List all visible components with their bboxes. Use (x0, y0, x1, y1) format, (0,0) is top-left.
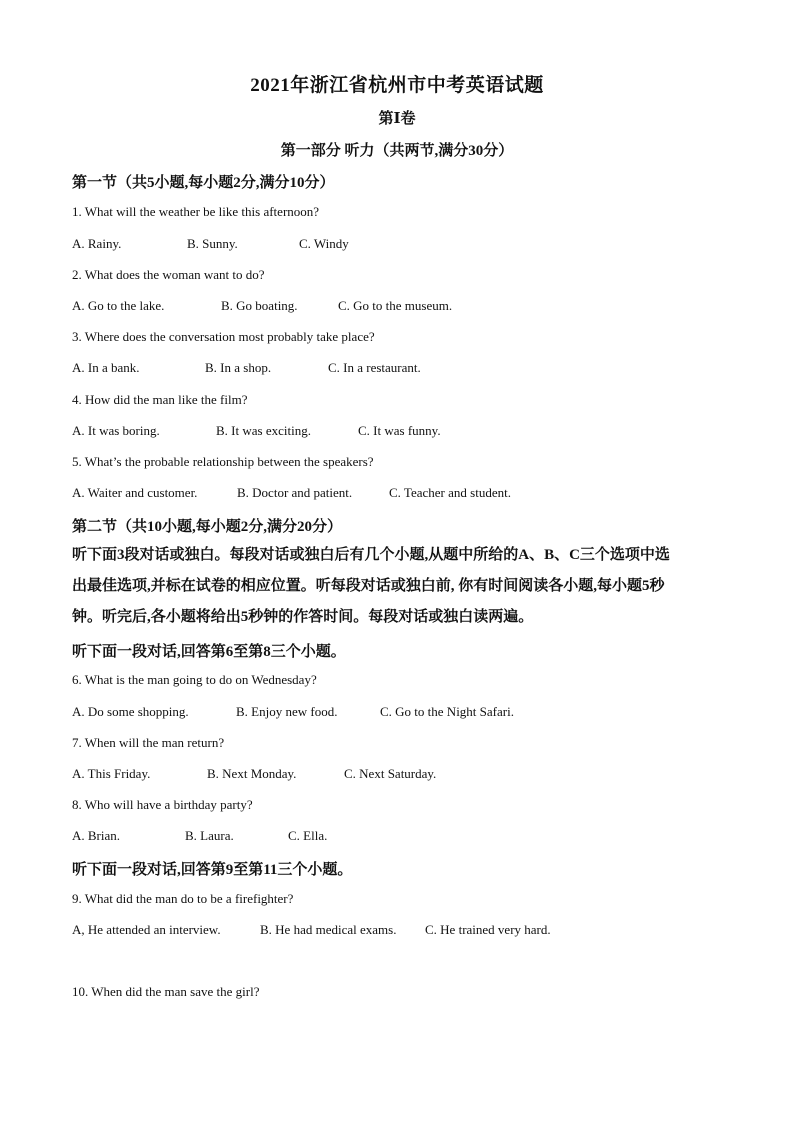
option-b: B. Go boating. (221, 298, 298, 313)
volume-heading: 第Ⅰ卷 (378, 111, 416, 127)
group1-instruction: 听下面一段对话,回答第6至第8三个小题。 (72, 644, 346, 660)
section2-instructions (72, 540, 728, 633)
question-7: 7. When will the man return? (72, 735, 225, 750)
option-b: B. Sunny. (187, 236, 238, 251)
page-title: 2021年浙江省杭州市中考英语试题 (250, 75, 544, 96)
option-c: C. Go to the museum. (338, 298, 453, 313)
option-c: C. Teacher and student. (389, 485, 511, 500)
question-2: 2. What does the woman want to do? (72, 267, 265, 282)
question-8: 8. Who will have a birthday party? (72, 797, 253, 812)
option-b: B. Next Monday. (207, 766, 297, 781)
option-a: A. Waiter and customer. (72, 485, 198, 500)
option-a: A. Do some shopping. (72, 704, 189, 719)
option-a: A. It was boring. (72, 423, 160, 438)
question-1: 1. What will the weather be like this afternoon? (72, 204, 320, 219)
option-a: A. This Friday. (72, 766, 151, 781)
option-b: B. In a shop. (205, 360, 272, 375)
option-c: C. Ella. (288, 828, 328, 843)
option-c: C. In a restaurant. (328, 360, 421, 375)
question-5: 5. What’s the probable relationship between the speakers? (72, 454, 374, 469)
question-6: 6. What is the man going to do on Wednesday? (72, 672, 317, 687)
option-b: B. Laura. (185, 828, 234, 843)
instruction-line: 听下面3段对话或独白。每段对话或独白后有几个小题,从题中所给的A、B、C三个选项中选 (72, 547, 670, 563)
option-a: A. In a bank. (72, 360, 140, 375)
option-a: A. Rainy. (72, 236, 122, 251)
option-c: C. It was funny. (358, 423, 441, 438)
option-c: C. Next Saturday. (344, 766, 437, 781)
option-c: C. He trained very hard. (425, 922, 551, 937)
option-b: B. It was exciting. (216, 423, 311, 438)
group2-instruction: 听下面一段对话,回答第9至第11三个小题。 (72, 862, 353, 878)
question-3: 3. Where does the conversation most probably take place? (72, 329, 375, 344)
option-a: A. Brian. (72, 828, 121, 843)
question-9: 9. What did the man do to be a firefighter? (72, 891, 294, 906)
option-c: C. Windy (299, 236, 349, 251)
question-4: 4. How did the man like the film? (72, 392, 248, 407)
option-b: B. He had medical exams. (260, 922, 397, 937)
option-a: A. Go to the lake. (72, 298, 165, 313)
question-10: 10. When did the man save the girl? (72, 984, 260, 999)
instruction-line: 钟。听完后,各小题将给出5秒钟的作答时间。每段对话或独白读两遍。 (72, 609, 534, 625)
section1-title: 第一节（共5小题,每小题2分,满分10分） (72, 175, 335, 191)
section2-title: 第二节（共10小题,每小题2分,满分20分） (72, 519, 343, 535)
instruction-line: 出最佳选项,并标在试卷的相应位置。听每段对话或独白前, 你有时间阅读各小题,每小题5秒 (72, 578, 665, 594)
option-b: B. Doctor and patient. (237, 485, 353, 500)
option-a: A, He attended an interview. (72, 922, 221, 937)
part-heading: 第一部分 听力（共两节,满分30分） (280, 143, 514, 159)
option-b: B. Enjoy new food. (236, 704, 338, 719)
option-c: C. Go to the Night Safari. (380, 704, 514, 719)
